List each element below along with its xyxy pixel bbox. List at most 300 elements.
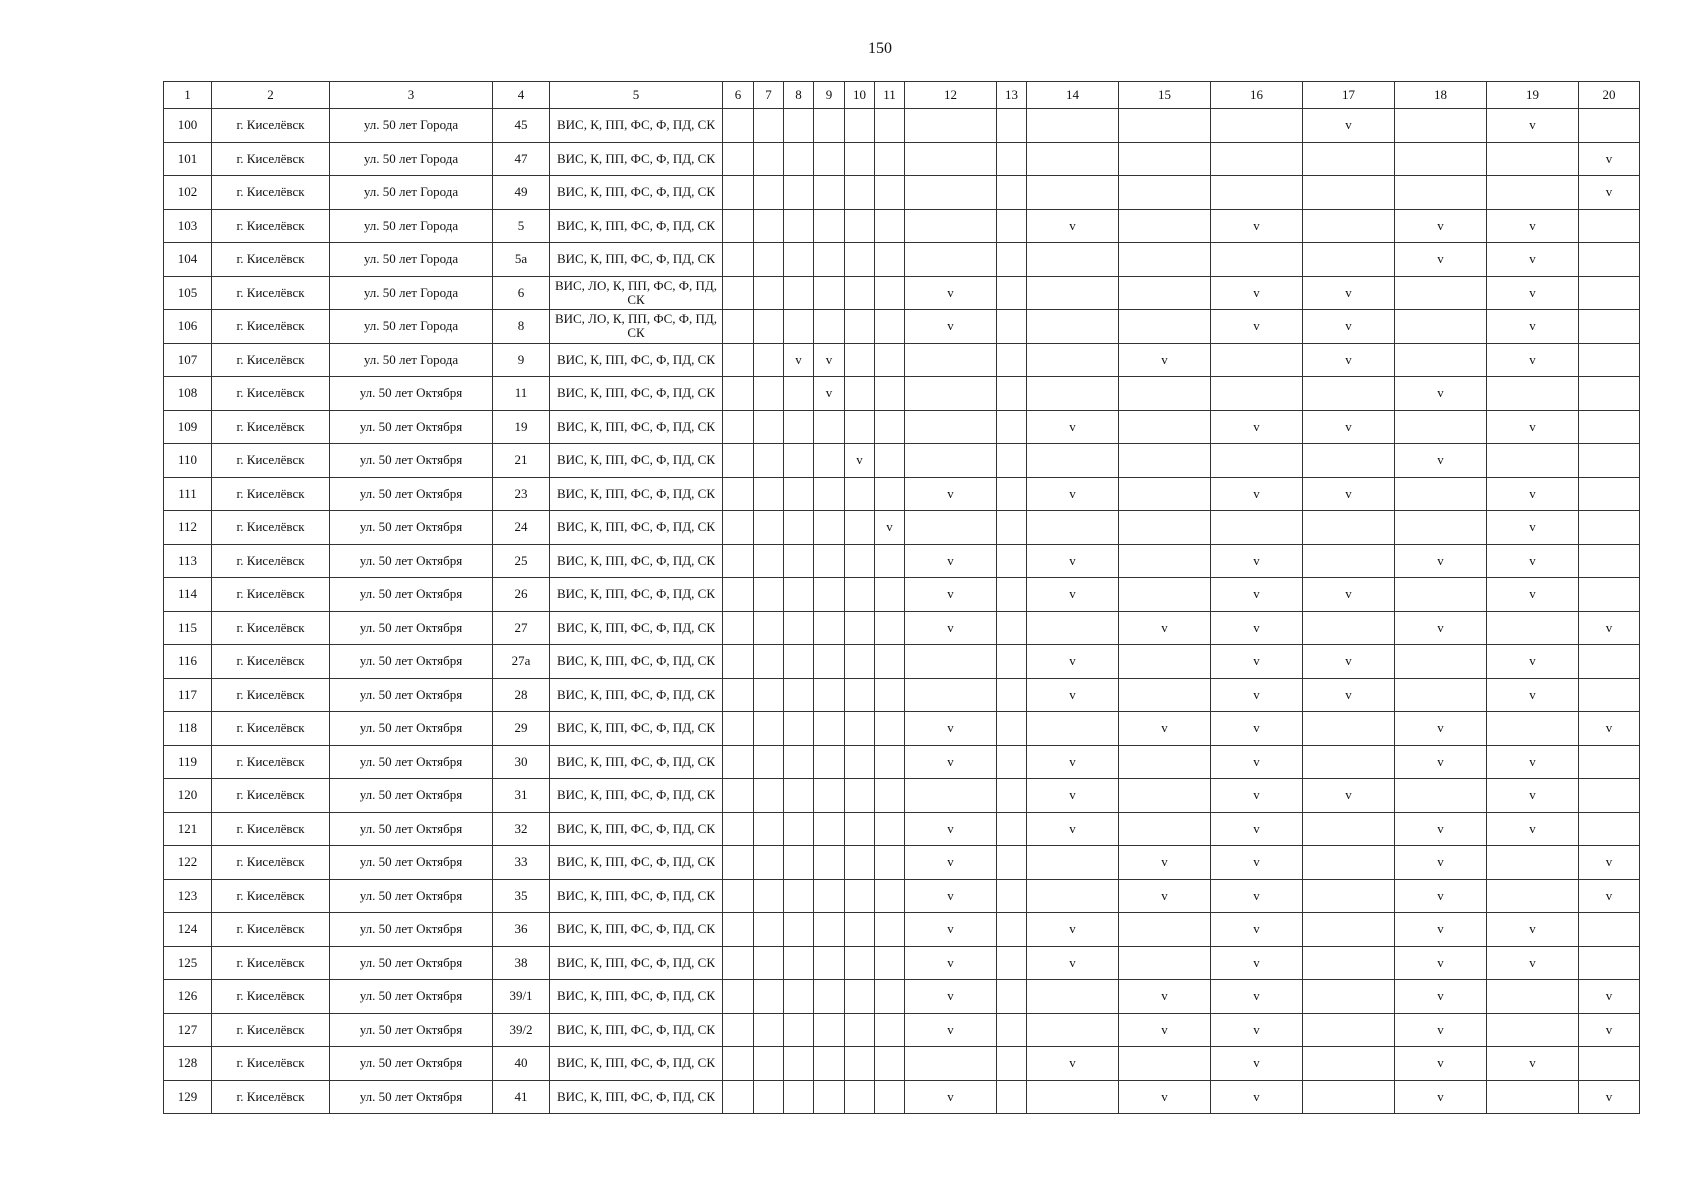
empty-cell-col-10 xyxy=(845,109,875,143)
empty-cell-col-13 xyxy=(997,645,1027,679)
check-mark-col-20: v xyxy=(1579,1080,1640,1114)
empty-cell-col-12 xyxy=(905,142,997,176)
check-mark-col-15: v xyxy=(1119,1013,1211,1047)
empty-cell-col-13 xyxy=(997,209,1027,243)
city-cell: г. Киселёвск xyxy=(212,1080,330,1114)
row-number-cell: 107 xyxy=(164,343,212,377)
empty-cell-col-7 xyxy=(754,310,784,344)
check-mark-col-14: v xyxy=(1027,745,1119,779)
empty-cell-col-8 xyxy=(784,109,814,143)
empty-cell-col-6 xyxy=(723,142,754,176)
street-cell: ул. 50 лет Октября xyxy=(330,712,493,746)
check-mark-col-19: v xyxy=(1487,511,1579,545)
check-mark-col-19: v xyxy=(1487,745,1579,779)
empty-cell-col-14 xyxy=(1027,1013,1119,1047)
empty-cell-col-7 xyxy=(754,578,784,612)
check-mark-col-12: v xyxy=(905,611,997,645)
table-row xyxy=(164,176,1640,210)
empty-cell-col-9 xyxy=(814,1013,845,1047)
empty-cell-col-20 xyxy=(1579,343,1640,377)
empty-cell-col-19 xyxy=(1487,176,1579,210)
check-mark-col-16: v xyxy=(1211,846,1303,880)
empty-cell-col-16 xyxy=(1211,511,1303,545)
row-number-cell: 114 xyxy=(164,578,212,612)
empty-cell-col-7 xyxy=(754,276,784,310)
column-header-20: 20 xyxy=(1579,82,1640,109)
check-mark-col-10: v xyxy=(845,444,875,478)
street-cell: ул. 50 лет Города xyxy=(330,276,493,310)
row-number-cell: 120 xyxy=(164,779,212,813)
table-row xyxy=(164,109,1640,143)
check-mark-col-18: v xyxy=(1395,812,1487,846)
empty-cell-col-8 xyxy=(784,243,814,277)
check-mark-col-12: v xyxy=(905,310,997,344)
city-cell: г. Киселёвск xyxy=(212,276,330,310)
street-cell: ул. 50 лет Города xyxy=(330,343,493,377)
check-mark-col-15: v xyxy=(1119,712,1211,746)
street-cell: ул. 50 лет Октября xyxy=(330,578,493,612)
street-cell: ул. 50 лет Октября xyxy=(330,846,493,880)
empty-cell-col-11 xyxy=(875,846,905,880)
check-mark-col-12: v xyxy=(905,745,997,779)
work-types-cell: ВИС, К, ПП, ФС, Ф, ПД, СК xyxy=(550,611,723,645)
table-row xyxy=(164,879,1640,913)
check-mark-col-19: v xyxy=(1487,678,1579,712)
empty-cell-col-10 xyxy=(845,712,875,746)
check-mark-col-16: v xyxy=(1211,879,1303,913)
check-mark-col-19: v xyxy=(1487,243,1579,277)
empty-cell-col-19 xyxy=(1487,712,1579,746)
empty-cell-col-10 xyxy=(845,578,875,612)
column-header-19: 19 xyxy=(1487,82,1579,109)
empty-cell-col-11 xyxy=(875,343,905,377)
empty-cell-col-16 xyxy=(1211,377,1303,411)
empty-cell-col-14 xyxy=(1027,846,1119,880)
check-mark-col-16: v xyxy=(1211,276,1303,310)
empty-cell-col-13 xyxy=(997,109,1027,143)
check-mark-col-16: v xyxy=(1211,645,1303,679)
check-mark-col-18: v xyxy=(1395,209,1487,243)
row-number-cell: 116 xyxy=(164,645,212,679)
empty-cell-col-8 xyxy=(784,544,814,578)
check-mark-col-19: v xyxy=(1487,913,1579,947)
column-header-8: 8 xyxy=(784,82,814,109)
column-header-18: 18 xyxy=(1395,82,1487,109)
house-number-cell: 39/2 xyxy=(493,1013,550,1047)
check-mark-col-20: v xyxy=(1579,176,1640,210)
empty-cell-col-15 xyxy=(1119,176,1211,210)
column-header-11: 11 xyxy=(875,82,905,109)
empty-cell-col-10 xyxy=(845,678,875,712)
empty-cell-col-13 xyxy=(997,444,1027,478)
empty-cell-col-6 xyxy=(723,879,754,913)
empty-cell-col-17 xyxy=(1303,1013,1395,1047)
empty-cell-col-12 xyxy=(905,243,997,277)
check-mark-col-15: v xyxy=(1119,1080,1211,1114)
empty-cell-col-7 xyxy=(754,980,784,1014)
column-header-12: 12 xyxy=(905,82,997,109)
work-types-cell: ВИС, К, ПП, ФС, Ф, ПД, СК xyxy=(550,109,723,143)
empty-cell-col-20 xyxy=(1579,477,1640,511)
empty-cell-col-9 xyxy=(814,812,845,846)
empty-cell-col-10 xyxy=(845,879,875,913)
check-mark-col-14: v xyxy=(1027,410,1119,444)
table-row xyxy=(164,812,1640,846)
work-types-cell: ВИС, К, ПП, ФС, Ф, ПД, СК xyxy=(550,511,723,545)
empty-cell-col-12 xyxy=(905,410,997,444)
table-row xyxy=(164,276,1640,310)
empty-cell-col-20 xyxy=(1579,410,1640,444)
empty-cell-col-9 xyxy=(814,913,845,947)
empty-cell-col-14 xyxy=(1027,1080,1119,1114)
check-mark-col-17: v xyxy=(1303,779,1395,813)
empty-cell-col-19 xyxy=(1487,142,1579,176)
work-types-cell: ВИС, К, ПП, ФС, Ф, ПД, СК xyxy=(550,176,723,210)
empty-cell-col-10 xyxy=(845,276,875,310)
empty-cell-col-8 xyxy=(784,846,814,880)
header-row xyxy=(164,82,1640,109)
house-number-cell: 36 xyxy=(493,913,550,947)
work-types-cell: ВИС, К, ПП, ФС, Ф, ПД, СК xyxy=(550,1047,723,1081)
empty-cell-col-11 xyxy=(875,142,905,176)
check-mark-col-19: v xyxy=(1487,410,1579,444)
empty-cell-col-13 xyxy=(997,176,1027,210)
row-number-cell: 111 xyxy=(164,477,212,511)
row-number-cell: 105 xyxy=(164,276,212,310)
empty-cell-col-9 xyxy=(814,142,845,176)
check-mark-col-9: v xyxy=(814,343,845,377)
house-number-cell: 23 xyxy=(493,477,550,511)
empty-cell-col-8 xyxy=(784,980,814,1014)
city-cell: г. Киселёвск xyxy=(212,980,330,1014)
empty-cell-col-15 xyxy=(1119,410,1211,444)
empty-cell-col-20 xyxy=(1579,109,1640,143)
street-cell: ул. 50 лет Города xyxy=(330,310,493,344)
work-types-cell: ВИС, К, ПП, ФС, Ф, ПД, СК xyxy=(550,343,723,377)
empty-cell-col-13 xyxy=(997,343,1027,377)
empty-cell-col-8 xyxy=(784,779,814,813)
empty-cell-col-7 xyxy=(754,645,784,679)
empty-cell-col-17 xyxy=(1303,243,1395,277)
empty-cell-col-16 xyxy=(1211,243,1303,277)
empty-cell-col-13 xyxy=(997,678,1027,712)
street-cell: ул. 50 лет Города xyxy=(330,176,493,210)
empty-cell-col-14 xyxy=(1027,611,1119,645)
empty-cell-col-13 xyxy=(997,142,1027,176)
empty-cell-col-9 xyxy=(814,879,845,913)
check-mark-col-16: v xyxy=(1211,946,1303,980)
empty-cell-col-6 xyxy=(723,611,754,645)
column-header-3: 3 xyxy=(330,82,493,109)
work-types-cell: ВИС, К, ПП, ФС, Ф, ПД, СК xyxy=(550,1013,723,1047)
empty-cell-col-11 xyxy=(875,109,905,143)
table-row xyxy=(164,678,1640,712)
check-mark-col-18: v xyxy=(1395,879,1487,913)
empty-cell-col-18 xyxy=(1395,578,1487,612)
house-number-cell: 31 xyxy=(493,779,550,813)
empty-cell-col-8 xyxy=(784,1047,814,1081)
empty-cell-col-8 xyxy=(784,310,814,344)
check-mark-col-15: v xyxy=(1119,879,1211,913)
empty-cell-col-17 xyxy=(1303,745,1395,779)
empty-cell-col-15 xyxy=(1119,946,1211,980)
work-types-cell: ВИС, К, ПП, ФС, Ф, ПД, СК xyxy=(550,812,723,846)
empty-cell-col-17 xyxy=(1303,444,1395,478)
table-row xyxy=(164,779,1640,813)
work-types-cell: ВИС, К, ПП, ФС, Ф, ПД, СК xyxy=(550,712,723,746)
empty-cell-col-6 xyxy=(723,511,754,545)
row-number-cell: 101 xyxy=(164,142,212,176)
check-mark-col-12: v xyxy=(905,712,997,746)
empty-cell-col-13 xyxy=(997,511,1027,545)
empty-cell-col-7 xyxy=(754,946,784,980)
empty-cell-col-10 xyxy=(845,611,875,645)
empty-cell-col-16 xyxy=(1211,109,1303,143)
empty-cell-col-9 xyxy=(814,310,845,344)
empty-cell-col-8 xyxy=(784,142,814,176)
empty-cell-col-10 xyxy=(845,243,875,277)
empty-cell-col-17 xyxy=(1303,142,1395,176)
empty-cell-col-8 xyxy=(784,276,814,310)
empty-cell-col-10 xyxy=(845,913,875,947)
check-mark-col-18: v xyxy=(1395,913,1487,947)
empty-cell-col-15 xyxy=(1119,444,1211,478)
column-header-5: 5 xyxy=(550,82,723,109)
empty-cell-col-13 xyxy=(997,980,1027,1014)
house-number-cell: 40 xyxy=(493,1047,550,1081)
table-row xyxy=(164,712,1640,746)
empty-cell-col-8 xyxy=(784,444,814,478)
empty-cell-col-8 xyxy=(784,611,814,645)
empty-cell-col-13 xyxy=(997,276,1027,310)
empty-cell-col-20 xyxy=(1579,779,1640,813)
check-mark-col-18: v xyxy=(1395,946,1487,980)
empty-cell-col-13 xyxy=(997,946,1027,980)
check-mark-col-16: v xyxy=(1211,1047,1303,1081)
empty-cell-col-15 xyxy=(1119,645,1211,679)
check-mark-col-19: v xyxy=(1487,109,1579,143)
work-types-cell: ВИС, К, ПП, ФС, Ф, ПД, СК xyxy=(550,980,723,1014)
check-mark-col-17: v xyxy=(1303,109,1395,143)
empty-cell-col-7 xyxy=(754,1047,784,1081)
empty-cell-col-10 xyxy=(845,812,875,846)
empty-cell-col-11 xyxy=(875,745,905,779)
empty-cell-col-8 xyxy=(784,812,814,846)
table-row xyxy=(164,980,1640,1014)
work-types-cell: ВИС, К, ПП, ФС, Ф, ПД, СК xyxy=(550,544,723,578)
check-mark-col-14: v xyxy=(1027,946,1119,980)
empty-cell-col-20 xyxy=(1579,645,1640,679)
empty-cell-col-13 xyxy=(997,812,1027,846)
empty-cell-col-14 xyxy=(1027,511,1119,545)
check-mark-col-11: v xyxy=(875,511,905,545)
empty-cell-col-8 xyxy=(784,377,814,411)
empty-cell-col-18 xyxy=(1395,779,1487,813)
empty-cell-col-20 xyxy=(1579,946,1640,980)
empty-cell-col-6 xyxy=(723,913,754,947)
house-number-cell: 21 xyxy=(493,444,550,478)
check-mark-col-19: v xyxy=(1487,1047,1579,1081)
empty-cell-col-9 xyxy=(814,109,845,143)
city-cell: г. Киселёвск xyxy=(212,310,330,344)
house-number-cell: 25 xyxy=(493,544,550,578)
check-mark-col-14: v xyxy=(1027,209,1119,243)
table-row xyxy=(164,444,1640,478)
table-row xyxy=(164,377,1640,411)
empty-cell-col-7 xyxy=(754,109,784,143)
empty-cell-col-8 xyxy=(784,209,814,243)
empty-cell-col-8 xyxy=(784,477,814,511)
empty-cell-col-9 xyxy=(814,578,845,612)
empty-cell-col-12 xyxy=(905,343,997,377)
empty-cell-col-8 xyxy=(784,745,814,779)
city-cell: г. Киселёвск xyxy=(212,377,330,411)
empty-cell-col-18 xyxy=(1395,645,1487,679)
row-number-cell: 103 xyxy=(164,209,212,243)
empty-cell-col-9 xyxy=(814,946,845,980)
empty-cell-col-10 xyxy=(845,946,875,980)
work-types-cell: ВИС, К, ПП, ФС, Ф, ПД, СК xyxy=(550,410,723,444)
empty-cell-col-6 xyxy=(723,1013,754,1047)
empty-cell-col-15 xyxy=(1119,913,1211,947)
empty-cell-col-15 xyxy=(1119,276,1211,310)
row-number-cell: 119 xyxy=(164,745,212,779)
empty-cell-col-13 xyxy=(997,410,1027,444)
empty-cell-col-13 xyxy=(997,712,1027,746)
empty-cell-col-9 xyxy=(814,477,845,511)
empty-cell-col-17 xyxy=(1303,511,1395,545)
empty-cell-col-19 xyxy=(1487,1080,1579,1114)
work-types-cell: ВИС, К, ПП, ФС, Ф, ПД, СК xyxy=(550,745,723,779)
check-mark-col-17: v xyxy=(1303,645,1395,679)
empty-cell-col-17 xyxy=(1303,812,1395,846)
column-header-15: 15 xyxy=(1119,82,1211,109)
check-mark-col-17: v xyxy=(1303,477,1395,511)
empty-cell-col-14 xyxy=(1027,712,1119,746)
row-number-cell: 129 xyxy=(164,1080,212,1114)
empty-cell-col-9 xyxy=(814,444,845,478)
row-number-cell: 100 xyxy=(164,109,212,143)
check-mark-col-16: v xyxy=(1211,678,1303,712)
empty-cell-col-8 xyxy=(784,946,814,980)
empty-cell-col-17 xyxy=(1303,879,1395,913)
street-cell: ул. 50 лет Октября xyxy=(330,946,493,980)
check-mark-col-20: v xyxy=(1579,611,1640,645)
table-row xyxy=(164,544,1640,578)
check-mark-col-19: v xyxy=(1487,812,1579,846)
empty-cell-col-6 xyxy=(723,846,754,880)
work-types-cell: ВИС, К, ПП, ФС, Ф, ПД, СК xyxy=(550,209,723,243)
house-number-cell: 27а xyxy=(493,645,550,679)
check-mark-col-20: v xyxy=(1579,712,1640,746)
empty-cell-col-11 xyxy=(875,779,905,813)
work-types-cell: ВИС, К, ПП, ФС, Ф, ПД, СК xyxy=(550,678,723,712)
empty-cell-col-6 xyxy=(723,377,754,411)
table-row xyxy=(164,578,1640,612)
check-mark-col-14: v xyxy=(1027,477,1119,511)
empty-cell-col-15 xyxy=(1119,377,1211,411)
empty-cell-col-6 xyxy=(723,410,754,444)
column-header-9: 9 xyxy=(814,82,845,109)
column-header-4: 4 xyxy=(493,82,550,109)
check-mark-col-16: v xyxy=(1211,209,1303,243)
empty-cell-col-7 xyxy=(754,142,784,176)
empty-cell-col-11 xyxy=(875,209,905,243)
empty-cell-col-8 xyxy=(784,511,814,545)
check-mark-col-16: v xyxy=(1211,812,1303,846)
empty-cell-col-9 xyxy=(814,511,845,545)
empty-cell-col-10 xyxy=(845,544,875,578)
city-cell: г. Киселёвск xyxy=(212,544,330,578)
empty-cell-col-15 xyxy=(1119,544,1211,578)
table-row xyxy=(164,913,1640,947)
work-types-cell: ВИС, К, ПП, ФС, Ф, ПД, СК xyxy=(550,779,723,813)
empty-cell-col-7 xyxy=(754,511,784,545)
empty-cell-col-11 xyxy=(875,879,905,913)
empty-cell-col-9 xyxy=(814,779,845,813)
check-mark-col-16: v xyxy=(1211,410,1303,444)
city-cell: г. Киселёвск xyxy=(212,1013,330,1047)
check-mark-col-20: v xyxy=(1579,980,1640,1014)
street-cell: ул. 50 лет Октября xyxy=(330,812,493,846)
check-mark-col-16: v xyxy=(1211,712,1303,746)
table-row xyxy=(164,310,1640,344)
house-number-cell: 5 xyxy=(493,209,550,243)
work-types-cell: ВИС, К, ПП, ФС, Ф, ПД, СК xyxy=(550,377,723,411)
empty-cell-col-6 xyxy=(723,1047,754,1081)
empty-cell-col-11 xyxy=(875,712,905,746)
empty-cell-col-11 xyxy=(875,176,905,210)
empty-cell-col-13 xyxy=(997,846,1027,880)
check-mark-col-15: v xyxy=(1119,980,1211,1014)
work-types-cell: ВИС, ЛО, К, ПП, ФС, Ф, ПД, СК xyxy=(550,276,723,310)
check-mark-col-18: v xyxy=(1395,544,1487,578)
empty-cell-col-8 xyxy=(784,1080,814,1114)
city-cell: г. Киселёвск xyxy=(212,812,330,846)
column-header-1: 1 xyxy=(164,82,212,109)
check-mark-col-17: v xyxy=(1303,276,1395,310)
empty-cell-col-13 xyxy=(997,243,1027,277)
check-mark-col-18: v xyxy=(1395,1080,1487,1114)
house-number-cell: 41 xyxy=(493,1080,550,1114)
empty-cell-col-20 xyxy=(1579,1047,1640,1081)
empty-cell-col-10 xyxy=(845,1047,875,1081)
empty-cell-col-13 xyxy=(997,310,1027,344)
empty-cell-col-7 xyxy=(754,678,784,712)
empty-cell-col-6 xyxy=(723,444,754,478)
empty-cell-col-9 xyxy=(814,243,845,277)
empty-cell-col-6 xyxy=(723,477,754,511)
check-mark-col-14: v xyxy=(1027,1047,1119,1081)
empty-cell-col-10 xyxy=(845,343,875,377)
row-number-cell: 122 xyxy=(164,846,212,880)
check-mark-col-12: v xyxy=(905,276,997,310)
empty-cell-col-7 xyxy=(754,410,784,444)
house-number-cell: 6 xyxy=(493,276,550,310)
empty-cell-col-9 xyxy=(814,980,845,1014)
check-mark-col-20: v xyxy=(1579,1013,1640,1047)
empty-cell-col-8 xyxy=(784,678,814,712)
house-number-cell: 47 xyxy=(493,142,550,176)
empty-cell-col-7 xyxy=(754,544,784,578)
table-row xyxy=(164,1013,1640,1047)
check-mark-col-19: v xyxy=(1487,779,1579,813)
check-mark-col-15: v xyxy=(1119,343,1211,377)
empty-cell-col-17 xyxy=(1303,913,1395,947)
empty-cell-col-13 xyxy=(997,611,1027,645)
check-mark-col-19: v xyxy=(1487,209,1579,243)
table-row xyxy=(164,846,1640,880)
